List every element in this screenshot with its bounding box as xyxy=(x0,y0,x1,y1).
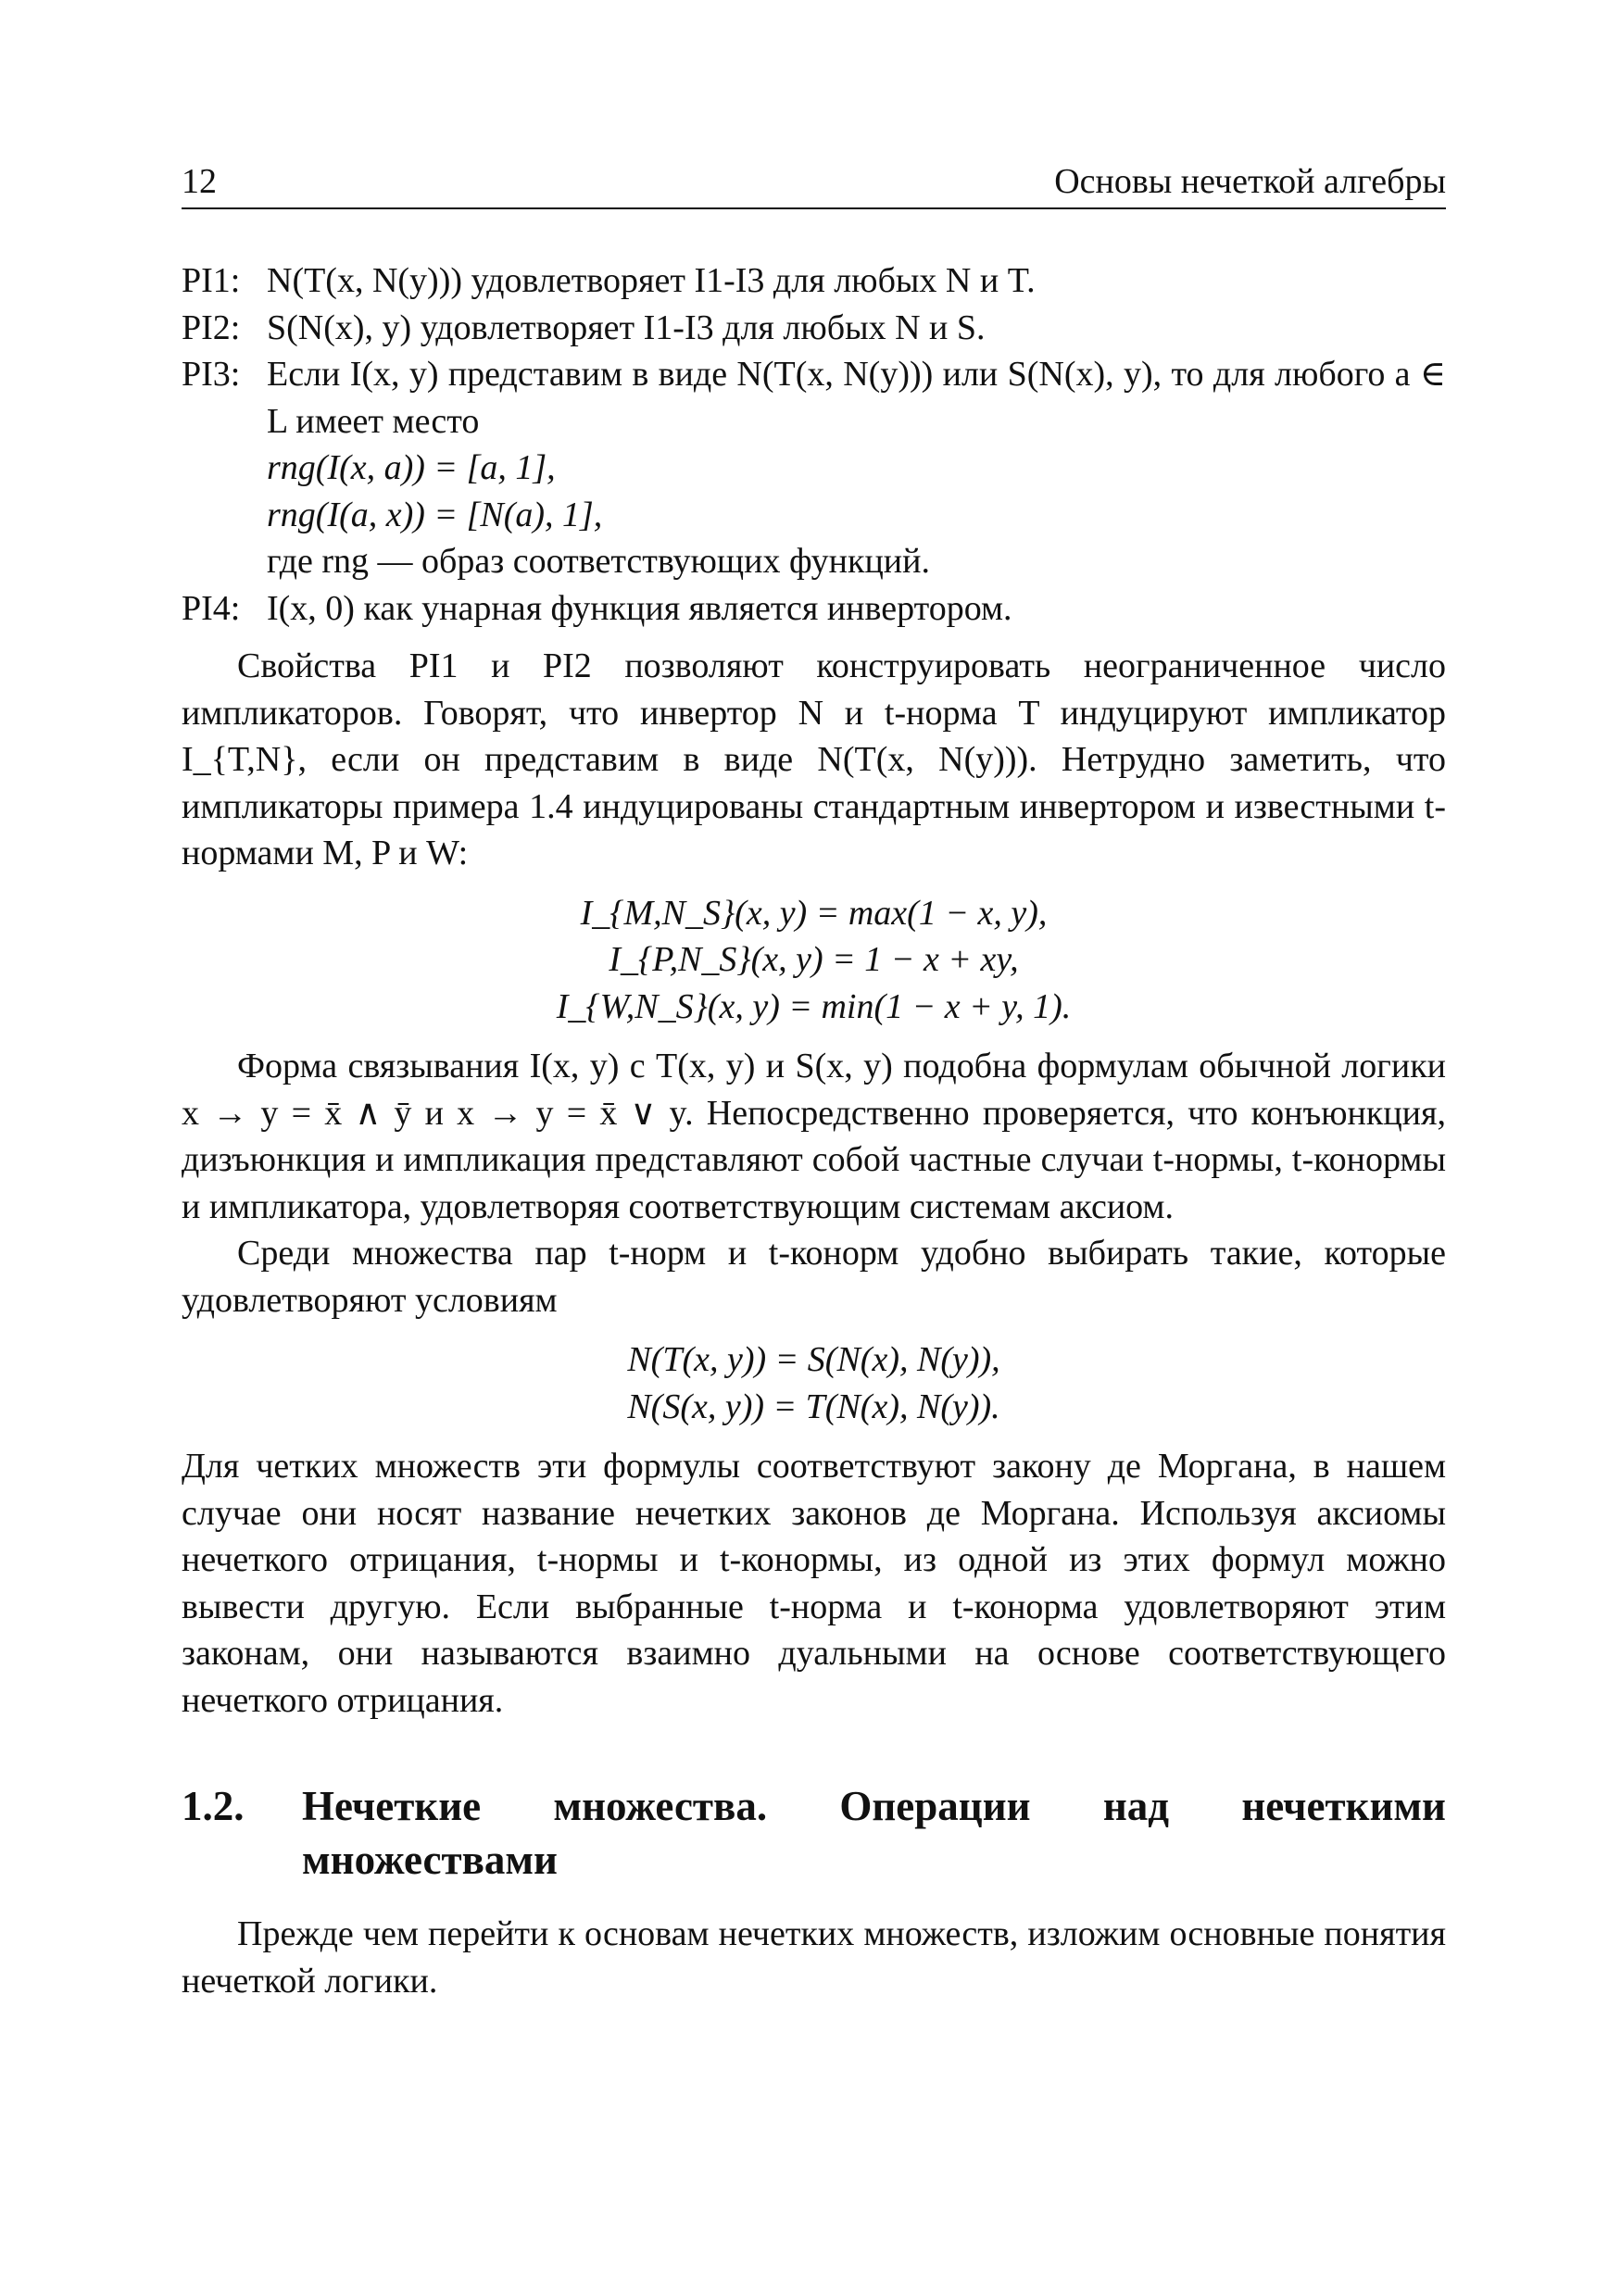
property-key: PI3: xyxy=(182,355,241,394)
property-key: PI2: xyxy=(182,307,241,347)
property-line: где rng — образ соответствующих функций. xyxy=(267,542,930,581)
section-heading xyxy=(182,1779,1446,1887)
property-pi1 xyxy=(182,257,1446,305)
paragraph-1: Свойства PI1 и PI2 позволяют конструировать неограниченное число импликаторов. Говорят, что инвертор N и t-норма T индуцируют импликатор I_{T,N}, если он представим в виде N(T(x, N(y))). Нетрудно заметить, что импликаторы примера 1.4 индуцированы стандартным инвертором и известными t-нормами M, P и W: xyxy=(182,646,1446,872)
property-text: N(T(x, N(y))) удовлетворяет I1-I3 для любых N и T. xyxy=(267,261,1036,300)
property-pi3 xyxy=(182,351,1446,585)
property-text: S(N(x), y) удовлетворяет I1-I3 для любых N и S. xyxy=(267,307,986,347)
running-title: Основы нечеткой алгебры xyxy=(1054,162,1446,201)
page-header xyxy=(182,157,1446,209)
page-content xyxy=(182,257,1446,2004)
equation: I_{M,N_S}(x, y) = max(1 − x, y), xyxy=(580,893,1048,933)
property-key: PI1: xyxy=(182,261,241,300)
property-body xyxy=(267,351,1446,585)
paragraph-5: Прежде чем перейти к основам нечетких множеств, изложим основные понятия нечеткой логики. xyxy=(182,1914,1446,2001)
property-pi2 xyxy=(182,305,1446,352)
book-page xyxy=(182,0,1446,2296)
page-number: 12 xyxy=(182,162,217,201)
property-text: Если I(x, y) представим в виде N(T(x, N(y))) или S(N(x), y), то для любого a ∈ L имеет место xyxy=(267,355,1446,441)
equation-block-2 xyxy=(182,1324,1446,1443)
paragraph-4: Для четких множеств эти формулы соответствуют закону де Моргана, в нашем случае они носят название нечетких законов де Моргана. Используя аксиомы нечеткого отрицания, t-нормы и t-конормы, из одной из этих формул можно вывести другую. Если выбранные t-норма и t-конорма удовлетворяют этим законам, они называются взаимно дуальными на основе соответствующего нечеткого отрицания. xyxy=(182,1447,1446,1720)
paragraph-3: Среди множества пар t-норм и t-конорм удобно выбирать такие, которые удовлетворяют условиям xyxy=(182,1234,1446,1320)
section-number: 1.2. xyxy=(182,1783,245,1829)
property-line: rng(I(x, a)) = [a, 1], xyxy=(267,448,556,487)
equation: I_{P,N_S}(x, y) = 1 − x + xy, xyxy=(609,940,1019,979)
paragraph-2: Форма связывания I(x, y) с T(x, y) и S(x, y) подобна формулам обычной логики x → y = x̄ ∧ ȳ и x → y = x̄ ∨ y. Непосредственно проверяется, что конъюнкция, дизъюнкция и импликация представляют собой частные случаи t-нормы, t-конормы и импликатора, удовлетворяя соответствующим системам аксиом. xyxy=(182,1047,1446,1226)
property-pi4 xyxy=(182,585,1446,633)
equation: N(T(x, y)) = S(N(x), N(y)), xyxy=(627,1340,1000,1379)
section-title: Нечеткие множества. Операции над нечеткими множествами xyxy=(302,1783,1446,1883)
equation: I_{W,N_S}(x, y) = min(1 − x + y, 1). xyxy=(556,986,1072,1026)
property-key: PI4: xyxy=(182,588,241,628)
equation: N(S(x, y)) = T(N(x), N(y)). xyxy=(627,1386,1000,1426)
property-text: I(x, 0) как унарная функция является инвертором. xyxy=(267,588,1012,628)
property-line: rng(I(a, x)) = [N(a), 1], xyxy=(267,495,603,534)
equation-block-1 xyxy=(182,877,1446,1044)
